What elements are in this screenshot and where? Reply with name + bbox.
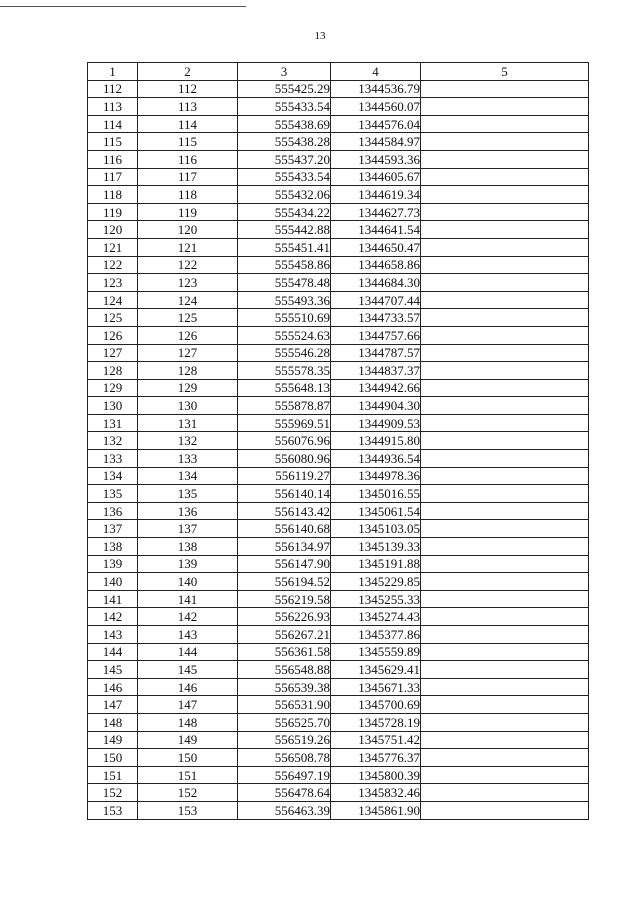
note-cell [421, 485, 589, 503]
point-index-cell: 128 [138, 362, 238, 380]
table-row [88, 397, 589, 415]
note-cell [421, 661, 589, 679]
x-coordinate-cell: 556143.42 [238, 502, 331, 520]
y-coordinate-cell: 1344733.57 [331, 309, 421, 327]
x-coordinate-cell: 556548.88 [238, 661, 331, 679]
note-cell [421, 379, 589, 397]
point-index-cell: 140 [138, 573, 238, 591]
x-coordinate-cell: 556267.21 [238, 626, 331, 644]
table-row [88, 168, 589, 186]
x-coordinate-cell: 555546.28 [238, 344, 331, 362]
table-row [88, 731, 589, 749]
table-row [88, 678, 589, 696]
y-coordinate-cell: 1344650.47 [331, 238, 421, 256]
y-coordinate-cell: 1345377.86 [331, 626, 421, 644]
y-coordinate-cell: 1344936.54 [331, 450, 421, 468]
table-row [88, 414, 589, 432]
point-index-cell: 147 [138, 696, 238, 714]
point-index-cell: 146 [138, 678, 238, 696]
point-number-cell: 151 [88, 766, 138, 784]
point-number-cell: 112 [88, 80, 138, 98]
y-coordinate-cell: 1344605.67 [331, 168, 421, 186]
y-coordinate-cell: 1344909.53 [331, 414, 421, 432]
point-number-cell: 138 [88, 538, 138, 556]
table-row [88, 80, 589, 98]
y-coordinate-cell: 1344584.97 [331, 133, 421, 151]
point-number-cell: 123 [88, 274, 138, 292]
point-index-cell: 153 [138, 801, 238, 819]
point-number-cell: 153 [88, 801, 138, 819]
point-index-cell: 126 [138, 326, 238, 344]
point-number-cell: 126 [88, 326, 138, 344]
point-index-cell: 125 [138, 309, 238, 327]
note-cell [421, 344, 589, 362]
y-coordinate-cell: 1345671.33 [331, 678, 421, 696]
note-cell [421, 80, 589, 98]
x-coordinate-cell: 555578.35 [238, 362, 331, 380]
point-number-cell: 124 [88, 291, 138, 309]
x-coordinate-cell: 555451.41 [238, 238, 331, 256]
point-index-cell: 137 [138, 520, 238, 538]
x-coordinate-cell: 556508.78 [238, 749, 331, 767]
point-number-cell: 149 [88, 731, 138, 749]
y-coordinate-cell: 1344707.44 [331, 291, 421, 309]
point-number-cell: 134 [88, 467, 138, 485]
x-coordinate-cell: 555493.36 [238, 291, 331, 309]
x-coordinate-cell: 555433.54 [238, 168, 331, 186]
point-index-cell: 139 [138, 555, 238, 573]
point-number-cell: 115 [88, 133, 138, 151]
table-row [88, 98, 589, 116]
note-cell [421, 256, 589, 274]
note-cell [421, 450, 589, 468]
point-number-cell: 119 [88, 203, 138, 221]
note-cell [421, 555, 589, 573]
x-coordinate-cell: 556531.90 [238, 696, 331, 714]
table-row [88, 238, 589, 256]
table-row [88, 274, 589, 292]
point-number-cell: 131 [88, 414, 138, 432]
point-number-cell: 127 [88, 344, 138, 362]
note-cell [421, 133, 589, 151]
y-coordinate-cell: 1344904.30 [331, 397, 421, 415]
note-cell [421, 432, 589, 450]
point-index-cell: 144 [138, 643, 238, 661]
table-row [88, 150, 589, 168]
point-index-cell: 138 [138, 538, 238, 556]
point-number-cell: 143 [88, 626, 138, 644]
point-index-cell: 130 [138, 397, 238, 415]
top-rule [0, 6, 246, 7]
table-row [88, 608, 589, 626]
table-row [88, 133, 589, 151]
column-header: 2 [138, 63, 238, 81]
x-coordinate-cell: 556194.52 [238, 573, 331, 591]
table-row [88, 766, 589, 784]
point-index-cell: 135 [138, 485, 238, 503]
point-index-cell: 114 [138, 115, 238, 133]
point-index-cell: 119 [138, 203, 238, 221]
x-coordinate-cell: 555433.54 [238, 98, 331, 116]
x-coordinate-cell: 556525.70 [238, 713, 331, 731]
table-row [88, 432, 589, 450]
y-coordinate-cell: 1345255.33 [331, 590, 421, 608]
table-row [88, 115, 589, 133]
note-cell [421, 291, 589, 309]
x-coordinate-cell: 555969.51 [238, 414, 331, 432]
page-number: 13 [314, 30, 326, 42]
table-row [88, 573, 589, 591]
note-cell [421, 731, 589, 749]
x-coordinate-cell: 555524.63 [238, 326, 331, 344]
y-coordinate-cell: 1344915.80 [331, 432, 421, 450]
x-coordinate-cell: 556219.58 [238, 590, 331, 608]
table-row [88, 538, 589, 556]
note-cell [421, 538, 589, 556]
y-coordinate-cell: 1345629.41 [331, 661, 421, 679]
point-number-cell: 128 [88, 362, 138, 380]
point-index-cell: 127 [138, 344, 238, 362]
point-number-cell: 130 [88, 397, 138, 415]
note-cell [421, 309, 589, 327]
table-row [88, 590, 589, 608]
point-number-cell: 144 [88, 643, 138, 661]
note-cell [421, 115, 589, 133]
point-index-cell: 120 [138, 221, 238, 239]
note-cell [421, 749, 589, 767]
point-number-cell: 150 [88, 749, 138, 767]
x-coordinate-cell: 555648.13 [238, 379, 331, 397]
column-header: 3 [238, 63, 331, 81]
note-cell [421, 573, 589, 591]
note-cell [421, 150, 589, 168]
point-index-cell: 121 [138, 238, 238, 256]
point-number-cell: 141 [88, 590, 138, 608]
table-row [88, 203, 589, 221]
point-number-cell: 142 [88, 608, 138, 626]
note-cell [421, 626, 589, 644]
x-coordinate-cell: 555437.20 [238, 150, 331, 168]
y-coordinate-cell: 1344978.36 [331, 467, 421, 485]
y-coordinate-cell: 1344593.36 [331, 150, 421, 168]
y-coordinate-cell: 1345700.69 [331, 696, 421, 714]
table-row [88, 749, 589, 767]
x-coordinate-cell: 556478.64 [238, 784, 331, 802]
x-coordinate-cell: 556519.26 [238, 731, 331, 749]
table-row [88, 784, 589, 802]
note-cell [421, 784, 589, 802]
column-header: 4 [331, 63, 421, 81]
point-number-cell: 133 [88, 450, 138, 468]
y-coordinate-cell: 1344641.54 [331, 221, 421, 239]
y-coordinate-cell: 1344619.34 [331, 186, 421, 204]
table-row [88, 467, 589, 485]
table-row [88, 309, 589, 327]
table-row [88, 502, 589, 520]
table-row [88, 291, 589, 309]
note-cell [421, 362, 589, 380]
x-coordinate-cell: 555458.86 [238, 256, 331, 274]
x-coordinate-cell: 556140.68 [238, 520, 331, 538]
table-row [88, 379, 589, 397]
point-index-cell: 150 [138, 749, 238, 767]
note-cell [421, 608, 589, 626]
table-row [88, 186, 589, 204]
note-cell [421, 590, 589, 608]
x-coordinate-cell: 556140.14 [238, 485, 331, 503]
note-cell [421, 98, 589, 116]
y-coordinate-cell: 1345139.33 [331, 538, 421, 556]
point-number-cell: 136 [88, 502, 138, 520]
point-number-cell: 117 [88, 168, 138, 186]
point-index-cell: 116 [138, 150, 238, 168]
y-coordinate-cell: 1344627.73 [331, 203, 421, 221]
x-coordinate-cell: 556134.97 [238, 538, 331, 556]
point-index-cell: 142 [138, 608, 238, 626]
table-row [88, 362, 589, 380]
y-coordinate-cell: 1345800.39 [331, 766, 421, 784]
table-row [88, 555, 589, 573]
note-cell [421, 643, 589, 661]
point-index-cell: 117 [138, 168, 238, 186]
point-index-cell: 113 [138, 98, 238, 116]
column-header: 5 [421, 63, 589, 81]
y-coordinate-cell: 1345751.42 [331, 731, 421, 749]
x-coordinate-cell: 555438.69 [238, 115, 331, 133]
x-coordinate-cell: 556080.96 [238, 450, 331, 468]
point-number-cell: 125 [88, 309, 138, 327]
point-number-cell: 137 [88, 520, 138, 538]
note-cell [421, 168, 589, 186]
point-number-cell: 113 [88, 98, 138, 116]
y-coordinate-cell: 1345191.88 [331, 555, 421, 573]
table-row [88, 344, 589, 362]
table-row [88, 661, 589, 679]
table-row [88, 326, 589, 344]
point-number-cell: 147 [88, 696, 138, 714]
x-coordinate-cell: 555442.88 [238, 221, 331, 239]
note-cell [421, 326, 589, 344]
y-coordinate-cell: 1344684.30 [331, 274, 421, 292]
y-coordinate-cell: 1344536.79 [331, 80, 421, 98]
point-index-cell: 136 [138, 502, 238, 520]
y-coordinate-cell: 1345061.54 [331, 502, 421, 520]
point-index-cell: 129 [138, 379, 238, 397]
point-number-cell: 152 [88, 784, 138, 802]
x-coordinate-cell: 556361.58 [238, 643, 331, 661]
table-row [88, 626, 589, 644]
table-row [88, 643, 589, 661]
point-number-cell: 145 [88, 661, 138, 679]
point-index-cell: 123 [138, 274, 238, 292]
point-number-cell: 135 [88, 485, 138, 503]
y-coordinate-cell: 1344837.37 [331, 362, 421, 380]
table-row [88, 713, 589, 731]
point-index-cell: 152 [138, 784, 238, 802]
y-coordinate-cell: 1345103.05 [331, 520, 421, 538]
y-coordinate-cell: 1344757.66 [331, 326, 421, 344]
table-row [88, 256, 589, 274]
note-cell [421, 221, 589, 239]
x-coordinate-cell: 556119.27 [238, 467, 331, 485]
x-coordinate-cell: 556226.93 [238, 608, 331, 626]
point-number-cell: 132 [88, 432, 138, 450]
x-coordinate-cell: 556147.90 [238, 555, 331, 573]
y-coordinate-cell: 1345832.46 [331, 784, 421, 802]
y-coordinate-cell: 1344942.66 [331, 379, 421, 397]
point-index-cell: 133 [138, 450, 238, 468]
table-header-row [88, 63, 589, 81]
point-number-cell: 129 [88, 379, 138, 397]
x-coordinate-cell: 555510.69 [238, 309, 331, 327]
point-number-cell: 121 [88, 238, 138, 256]
note-cell [421, 414, 589, 432]
table-row [88, 696, 589, 714]
x-coordinate-cell: 556463.39 [238, 801, 331, 819]
note-cell [421, 520, 589, 538]
point-number-cell: 146 [88, 678, 138, 696]
x-coordinate-cell: 556497.19 [238, 766, 331, 784]
table-row [88, 450, 589, 468]
note-cell [421, 678, 589, 696]
note-cell [421, 397, 589, 415]
table-row [88, 485, 589, 503]
point-index-cell: 112 [138, 80, 238, 98]
note-cell [421, 696, 589, 714]
point-index-cell: 115 [138, 133, 238, 151]
note-cell [421, 238, 589, 256]
y-coordinate-cell: 1344560.07 [331, 98, 421, 116]
point-index-cell: 122 [138, 256, 238, 274]
x-coordinate-cell: 555878.87 [238, 397, 331, 415]
point-index-cell: 151 [138, 766, 238, 784]
table-body [88, 80, 589, 819]
y-coordinate-cell: 1344658.86 [331, 256, 421, 274]
point-number-cell: 139 [88, 555, 138, 573]
point-index-cell: 145 [138, 661, 238, 679]
note-cell [421, 801, 589, 819]
point-index-cell: 118 [138, 186, 238, 204]
point-number-cell: 118 [88, 186, 138, 204]
point-number-cell: 148 [88, 713, 138, 731]
point-index-cell: 148 [138, 713, 238, 731]
note-cell [421, 713, 589, 731]
y-coordinate-cell: 1344576.04 [331, 115, 421, 133]
point-number-cell: 116 [88, 150, 138, 168]
point-number-cell: 120 [88, 221, 138, 239]
point-index-cell: 131 [138, 414, 238, 432]
table-row [88, 520, 589, 538]
note-cell [421, 274, 589, 292]
point-number-cell: 122 [88, 256, 138, 274]
x-coordinate-cell: 555438.28 [238, 133, 331, 151]
point-index-cell: 143 [138, 626, 238, 644]
note-cell [421, 766, 589, 784]
point-index-cell: 141 [138, 590, 238, 608]
y-coordinate-cell: 1345728.19 [331, 713, 421, 731]
coordinates-table [87, 62, 589, 820]
point-index-cell: 124 [138, 291, 238, 309]
y-coordinate-cell: 1345861.90 [331, 801, 421, 819]
point-number-cell: 114 [88, 115, 138, 133]
note-cell [421, 203, 589, 221]
point-index-cell: 132 [138, 432, 238, 450]
y-coordinate-cell: 1345016.55 [331, 485, 421, 503]
x-coordinate-cell: 555434.22 [238, 203, 331, 221]
y-coordinate-cell: 1345776.37 [331, 749, 421, 767]
note-cell [421, 467, 589, 485]
note-cell [421, 186, 589, 204]
table-row [88, 801, 589, 819]
point-index-cell: 134 [138, 467, 238, 485]
x-coordinate-cell: 555425.29 [238, 80, 331, 98]
x-coordinate-cell: 555478.48 [238, 274, 331, 292]
y-coordinate-cell: 1344787.57 [331, 344, 421, 362]
y-coordinate-cell: 1345559.89 [331, 643, 421, 661]
note-cell [421, 502, 589, 520]
point-index-cell: 149 [138, 731, 238, 749]
y-coordinate-cell: 1345229.85 [331, 573, 421, 591]
table-row [88, 221, 589, 239]
point-number-cell: 140 [88, 573, 138, 591]
x-coordinate-cell: 555432.06 [238, 186, 331, 204]
y-coordinate-cell: 1345274.43 [331, 608, 421, 626]
x-coordinate-cell: 556076.96 [238, 432, 331, 450]
x-coordinate-cell: 556539.38 [238, 678, 331, 696]
column-header: 1 [88, 63, 138, 81]
